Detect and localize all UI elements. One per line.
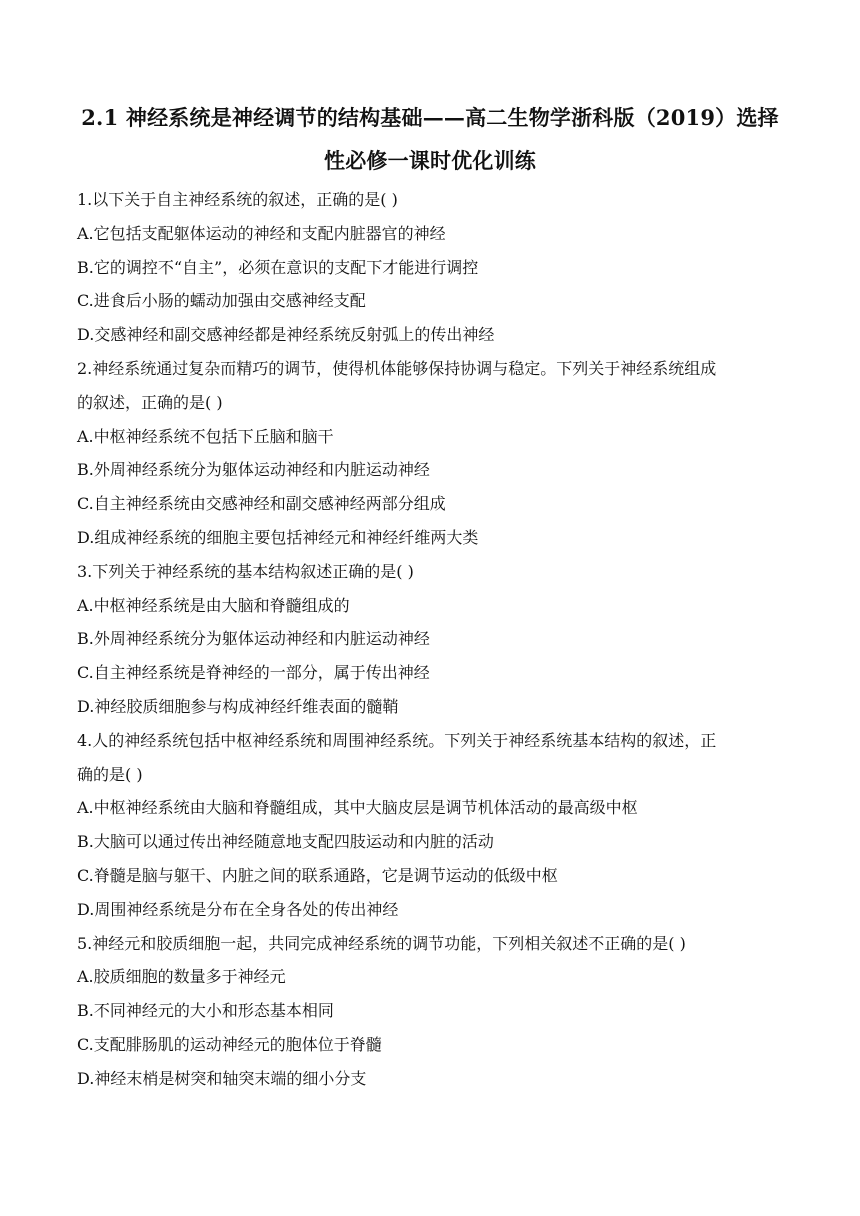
- option-b: B.外周神经系统分为躯体运动神经和内脏运动神经: [77, 629, 430, 649]
- question-stem: 4.人的神经系统包括中枢神经系统和周围神经系统。下列关于神经系统基本结构的叙述，正: [77, 730, 717, 750]
- question-list: [77, 183, 777, 1096]
- question-stem: 1.以下关于自主神经系统的叙述，正确的是( ): [77, 190, 398, 209]
- option-c: C.自主神经系统是脊神经的一部分，属于传出神经: [77, 663, 430, 683]
- question-2: [77, 352, 777, 555]
- option-b: B.不同神经元的大小和形态基本相同: [77, 1001, 334, 1021]
- option-c: C.脊髓是脑与躯干、内脏之间的联系通路，它是调节运动的低级中枢: [77, 865, 558, 885]
- option-c: C.进食后小肠的蠕动加强由交感神经支配: [77, 291, 366, 311]
- option-d: D.组成神经系统的细胞主要包括神经元和神经纤维两大类: [77, 527, 479, 547]
- question-stem: 2.神经系统通过复杂而精巧的调节，使得机体能够保持协调与稳定。下列关于神经系统组成: [77, 358, 717, 378]
- page-title-line-2: 性必修一课时优化训练: [324, 148, 536, 173]
- option-d: D.周围神经系统是分布在全身各处的传出神经: [77, 899, 399, 919]
- option-c: C.自主神经系统由交感神经和副交感神经两部分组成: [77, 494, 446, 514]
- option-b: B.大脑可以通过传出神经随意地支配四肢运动和内脏的活动: [77, 832, 494, 852]
- option-c: C.支配腓肠肌的运动神经元的胞体位于脊髓: [77, 1034, 382, 1054]
- option-d: D.交感神经和副交感神经都是神经系统反射弧上的传出神经: [77, 325, 495, 345]
- option-a: A.它包括支配躯体运动的神经和支配内脏器官的神经: [77, 223, 446, 243]
- option-d: D.神经胶质细胞参与构成神经纤维表面的髓鞘: [77, 696, 399, 716]
- option-a: A.胶质细胞的数量多于神经元: [77, 967, 286, 987]
- page-title-line-1: 2.1 神经系统是神经调节的结构基础——高二生物学浙科版（2019）选择: [81, 105, 779, 130]
- option-d: D.神经末梢是树突和轴突末端的细小分支: [77, 1068, 367, 1088]
- question-3: [77, 555, 777, 724]
- option-a: A.中枢神经系统不包括下丘脑和脑干: [77, 426, 334, 446]
- question-stem: 3.下列关于神经系统的基本结构叙述正确的是( ): [77, 561, 414, 581]
- question-4: [77, 724, 777, 927]
- question-5: [77, 927, 777, 1096]
- option-a: A.中枢神经系统由大脑和脊髓组成，其中大脑皮层是调节机体活动的最高级中枢: [77, 798, 638, 818]
- question-stem-continued: 的叙述，正确的是( ): [77, 392, 223, 412]
- question-stem: 5.神经元和胶质细胞一起，共同完成神经系统的调节功能，下列相关叙述不正确的是( ): [77, 933, 686, 953]
- question-1: [77, 183, 777, 352]
- option-a: A.中枢神经系统是由大脑和脊髓组成的: [77, 595, 350, 615]
- question-stem-continued: 确的是( ): [77, 764, 143, 784]
- option-b: B.它的调控不“自主”，必须在意识的支配下才能进行调控: [77, 257, 479, 277]
- option-b: B.外周神经系统分为躯体运动神经和内脏运动神经: [77, 460, 430, 480]
